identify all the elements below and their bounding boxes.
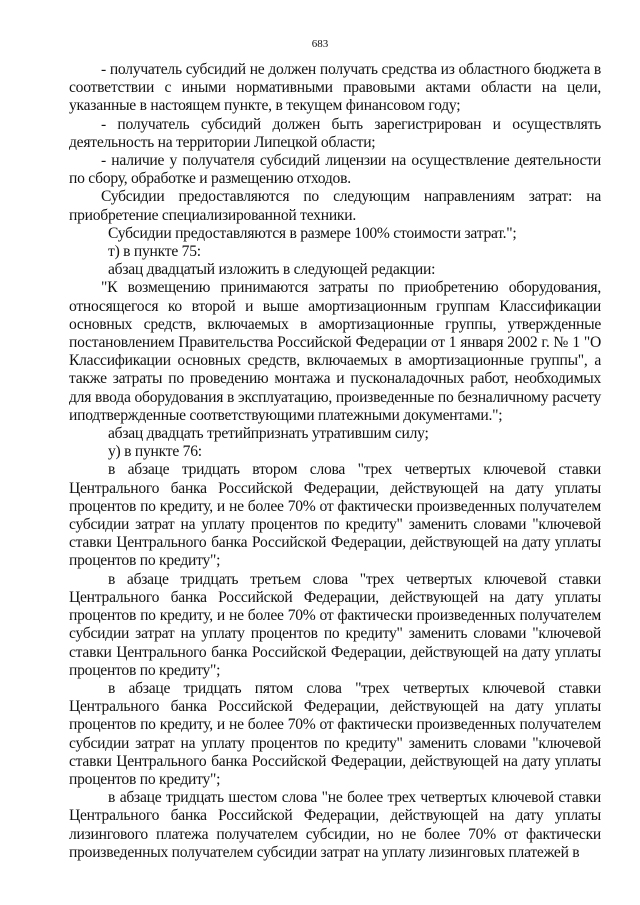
page-number: 683 [311, 38, 329, 50]
paragraph: абзац двадцать третийпризнать утратившим силу; [108, 425, 429, 443]
paragraph: - наличие у получателя субсидий лицензии на осуществление деятельности по сбору, обработке и размещению отходов. [69, 152, 601, 188]
paragraph: - получатель субсидий не должен получать средства из областного бюджета в соответствии с иными нормативными правовыми актами области на цели, указанные в настоящем пункте, в текущем финансовом году; [69, 61, 601, 115]
paragraph: т) в пункте 75: [108, 243, 201, 261]
paragraph: в абзаце тридцать третьем слова "трех четвертых ключевой ставки Центрального банка Российской Федерации, действующей на дату уплаты процентов по кредиту, и не более 70% от фактически произведенных получателем субсидии затрат на уплату процентов по кредиту" заменить словами "ключевой ставки Центрального банка Российской Федерации, действующей на дату уплаты процентов по кредиту"; [69, 570, 601, 679]
paragraph: Субсидии предоставляются по следующим направлениям затрат: на приобретение специализированной техники. [69, 188, 601, 224]
paragraph: Субсидии предоставляются в размере 100% стоимости затрат."; [108, 224, 517, 242]
paragraph: у) в пункте 76: [108, 443, 202, 461]
paragraph: - получатель субсидий должен быть зарегистрирован и осуществлять деятельность на территории Липецкой области; [69, 115, 601, 151]
paragraph: в абзаце тридцать шестом слова "не более трех четвертых ключевой ставки Центрального банка Российской Федерации, действующей на дату уплаты лизингового платежа получателем субсидии, но не более 70% от фактически произведенных получателем субсидии затрат на уплату лизинговых платежей в [69, 789, 601, 861]
document-body [69, 61, 601, 862]
paragraph: в абзаце тридцать втором слова "трех четвертых ключевой ставки Центрального банка Российской Федерации, действующей на дату уплаты процентов по кредиту, и не более 70% от фактически произведенных получателем субсидии затрат на уплату процентов по кредиту" заменить словами "ключевой ставки Центрального банка Российской Федерации, действующей на дату уплаты процентов по кредиту"; [69, 461, 601, 570]
paragraph: абзац двадцатый изложить в следующей редакции: [108, 261, 436, 279]
paragraph: "К возмещению принимаются затраты по приобретению оборудования, относящегося ко второй и выше амортизационным группам Классификации основных средств, включаемых в амортизационные группы, утвержденные постановлением Правительства Российской Федерации от 1 января 2002 г. № 1 "О Классификации основных средств, включаемых в амортизационные группы", а также затраты по проведению монтажа и пусконаладочных работ, необходимых для ввода оборудования в эксплуатацию, произведенные по безналичному расчету иподтвержденные соответствующими платежными документами."; [69, 279, 601, 424]
paragraph: в абзаце тридцать пятом слова "трех четвертых ключевой ставки Центрального банка Российской Федерации, действующей на дату уплаты процентов по кредиту, и не более 70% от фактически произведенных получателем субсидии затрат на уплату процентов по кредиту" заменить словами "ключевой ставки Центрального банка Российской Федерации, действующей на дату уплаты процентов по кредиту"; [69, 679, 601, 788]
